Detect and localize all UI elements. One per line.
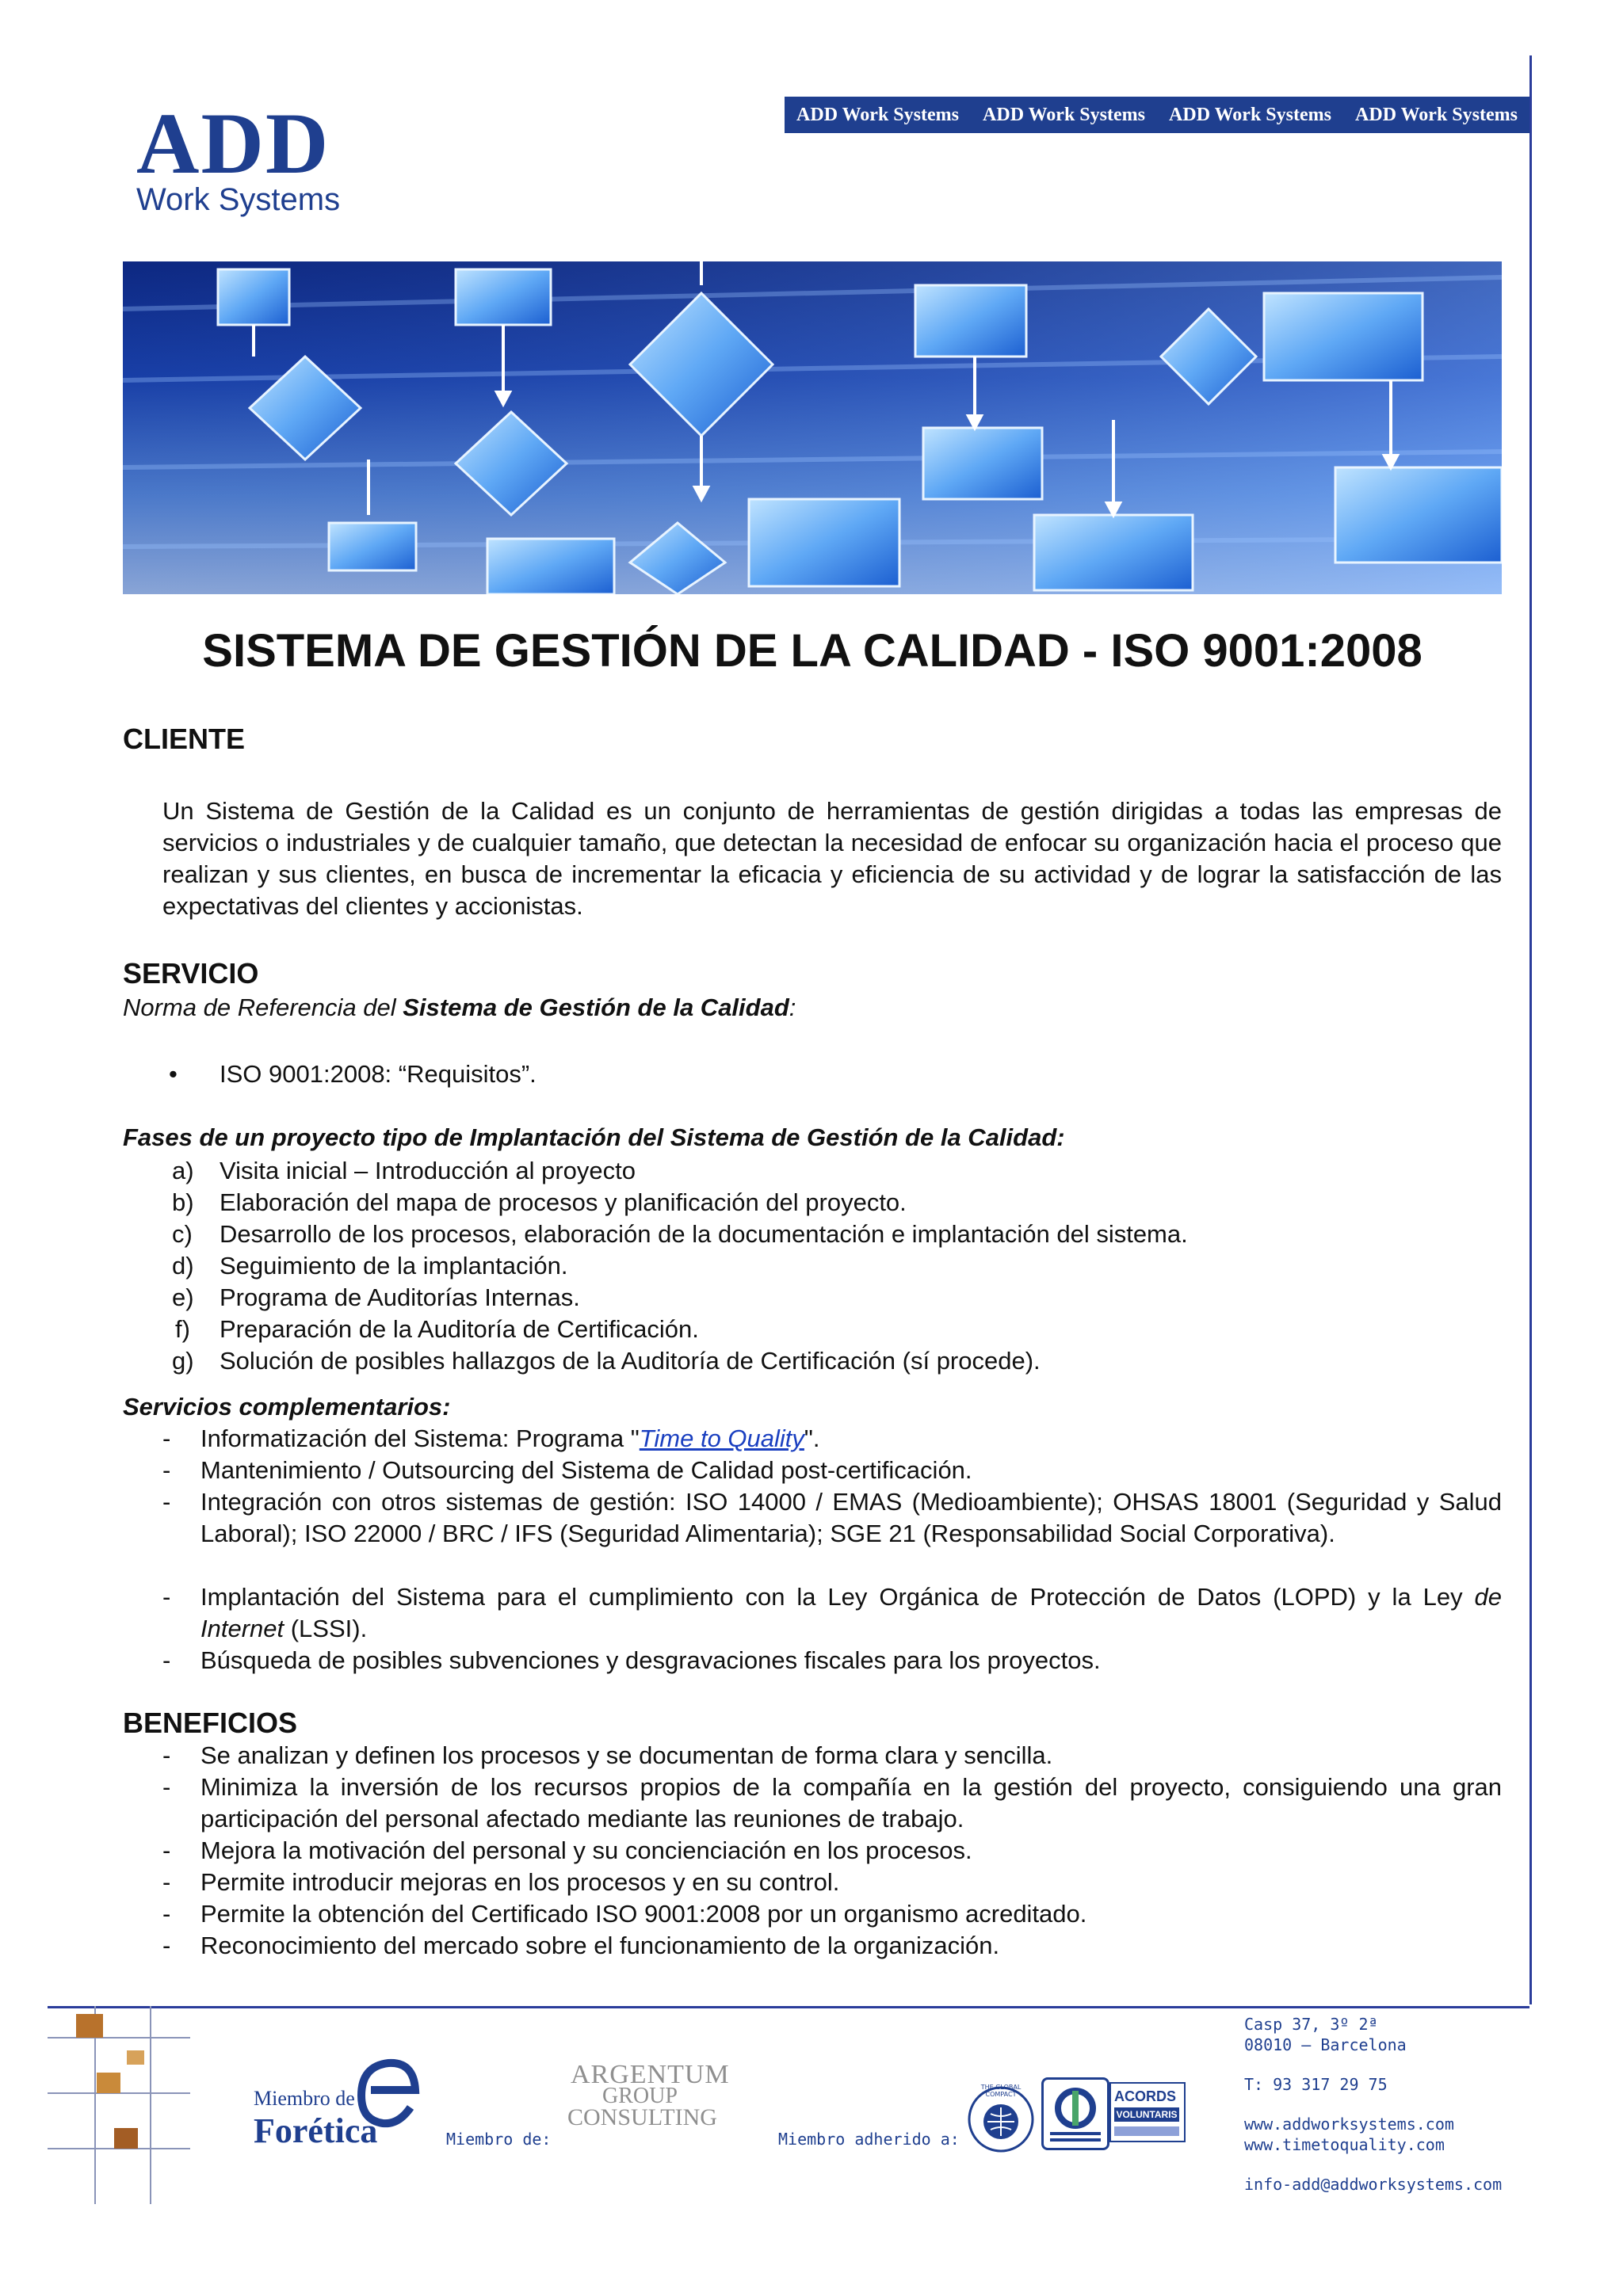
page-title: SISTEMA DE GESTIÓN DE LA CALIDAD - ISO 9001:2008 [202,625,1423,677]
email-link[interactable]: info-add@addworksystems.com [1244,2175,1503,2194]
header-banner [785,97,1529,133]
norma-suffix: : [789,994,796,1021]
foretica-e-icon [355,2052,426,2135]
time-to-quality-link[interactable]: Time to Quality [639,1425,804,1452]
section-heading-servicio: SERVICIO [123,957,259,990]
section-heading-cliente: CLIENTE [123,723,246,755]
cliente-paragraph: Un Sistema de Gestión de la Calidad es un conjunto de herramientas de gestión dirigidas a todas las empresas de servicios o industriales y de cualquier tamaño, que detectan la necesidad de enfocar su organización hacia el proceso que realizan y sus clientes, en busca de incrementar la eficacia y eficiencia de su actividad y de lograr la satisfacción de las expectativas del clientes y accionistas. [162,797,1502,920]
global-compact-logo [965,2084,1037,2155]
hero-flowchart-image [123,261,1502,594]
footer-decorative-grid [48,2006,190,2204]
list-item-text: Reconocimiento del mercado sobre el funcionamiento de la organización. [200,1932,1000,1959]
list-item-text: Permite la obtención del Certificado ISO 9001:2008 por un organismo acreditado. [200,1900,1087,1928]
dash-icon: - [162,1583,171,1611]
miembro-de-label: Miembro de: [446,2130,552,2149]
footer-divider [48,2006,1529,2008]
website-link-add[interactable]: www.addworksystems.com [1244,2115,1454,2134]
argentum-logo [567,2060,737,2139]
list-item [200,1423,820,1455]
miembro-adherido-label: Miembro adherido a: [778,2130,960,2149]
logo-subtitle: Work Systems [136,182,341,217]
list-item-text: Implantación del Sistema para el cumplimiento con la Ley Orgánica de Protección de Datos (LOPD) y la Ley [200,1583,1475,1611]
list-item-text: Seguimiento de la implantación. [220,1252,568,1280]
argentum-text: ARGENTUM [571,2060,730,2089]
dash-icon: - [162,1900,171,1928]
global-compact-text: THE GLOBAL COMPACT [980,2084,1022,2098]
banner-item: ADD Work Systems [983,104,1145,125]
right-border-line [1529,55,1532,2004]
list-marker: c) [172,1220,193,1248]
list-item [200,1581,1502,1645]
dash-icon: - [162,1836,171,1864]
list-marker: d) [172,1252,194,1280]
list-item-text: Integración con otros sistemas de gestión: ISO 14000 / EMAS (Medioambiente); OHSAS 18001 (Seguridad y Salud Laboral); ISO 22000 / BRC / IFS (Seguridad Alimentaria); SGE 21 (Responsabilidad Social Corporativa). [200,1488,1502,1547]
list-item-text: Minimiza la inversión de los recursos propios de la compañía en la gestión del proyecto, consiguiendo una gran participación del personal afectado mediante las reuniones de trabajo. [200,1773,1502,1833]
diversity-charter-logo [1041,2077,1109,2150]
logo-add: ADD [136,95,330,192]
list-item-text: Elaboración del mapa de procesos y planificación del proyecto. [220,1188,907,1216]
list-item-text: Programa de Auditorías Internas. [220,1283,580,1311]
list-item-text: Solución de posibles hallazgos de la Auditoría de Certificación (sí procede). [220,1347,1041,1375]
banner-item: ADD Work Systems [796,104,959,125]
list-item-italic: de Internet [200,1583,1502,1642]
list-marker: f) [175,1315,190,1343]
list-item-text: Permite introducir mejoras en los procesos y en su control. [200,1868,840,1896]
list-item-text: (LSSI). [284,1615,368,1642]
banner-item: ADD Work Systems [1355,104,1518,125]
list-item-text: ISO 9001:2008: “Requisitos”. [220,1060,537,1088]
acords-text: ACORDS [1114,2088,1177,2104]
section-heading-beneficios: BENEFICIOS [123,1707,298,1739]
bullet-icon: • [169,1060,178,1088]
list-item-text: Se analizan y definen los procesos y se documentan de forma clara y sencilla. [200,1741,1053,1769]
norma-referencia [123,994,796,1022]
address-line-1: Casp 37, 3º 2ª [1244,2015,1378,2034]
acords-stripe [1114,2126,1179,2136]
list-item-text: Preparación de la Auditoría de Certificación. [220,1315,699,1343]
list-item-text: Búsqueda de posibles subvenciones y desgravaciones fiscales para los proyectos. [200,1646,1101,1674]
list-marker: a) [172,1157,194,1184]
dash-icon: - [162,1741,171,1769]
decorative-grid-graphic [48,2006,190,2204]
argentum-group-text: GROUP [602,2084,678,2108]
dash-icon: - [162,1646,171,1674]
list-item-text: ". [804,1425,820,1452]
website-link-ttq[interactable]: www.timetoquality.com [1244,2135,1445,2154]
foretica-logo-text: Forética [254,2111,378,2150]
address-line-2: 08010 – Barcelona [1244,2035,1407,2054]
list-marker: e) [172,1283,194,1311]
dash-icon: - [162,1868,171,1896]
list-item-text: Desarrollo de los procesos, elaboración de la documentación e implantación del sistema. [220,1220,1188,1248]
dash-icon: - [162,1456,171,1484]
banner-item: ADD Work Systems [1169,104,1331,125]
phone-number: T: 93 317 29 75 [1244,2075,1388,2094]
foretica-small-text: Miembro de [254,2087,355,2110]
norma-bold: Sistema de Gestión de la Calidad [403,994,789,1021]
dash-icon: - [162,1425,171,1452]
diversity-charter-graphic [1044,2080,1107,2148]
complementarios-heading: Servicios complementarios: [123,1393,451,1421]
list-item-text: Mantenimiento / Outsourcing del Sistema de Calidad post-certificación. [200,1456,972,1484]
dash-icon: - [162,1773,171,1801]
fases-heading: Fases de un proyecto tipo de Implantación del Sistema de Gestión de la Calidad: [123,1123,1065,1151]
voluntaris-text: VOLUNTARIS [1114,2107,1179,2122]
list-marker: g) [172,1347,194,1375]
foretica-e-graphic [355,2052,426,2131]
list-item-text: Visita inicial – Introducción al proyecto [220,1157,636,1184]
norma-prefix: Norma de Referencia del [123,994,403,1021]
argentum-consulting-text: CONSULTING [567,2104,717,2130]
acords-voluntaris-logo [1109,2082,1186,2142]
list-item-text: Informatización del Sistema: Programa " [200,1425,640,1452]
dash-icon: - [162,1488,171,1516]
list-item-text: Mejora la motivación del personal y su concienciación en los procesos. [200,1836,972,1864]
flowchart-illustration [123,261,1502,594]
list-marker: b) [172,1188,194,1216]
dash-icon: - [162,1932,171,1959]
